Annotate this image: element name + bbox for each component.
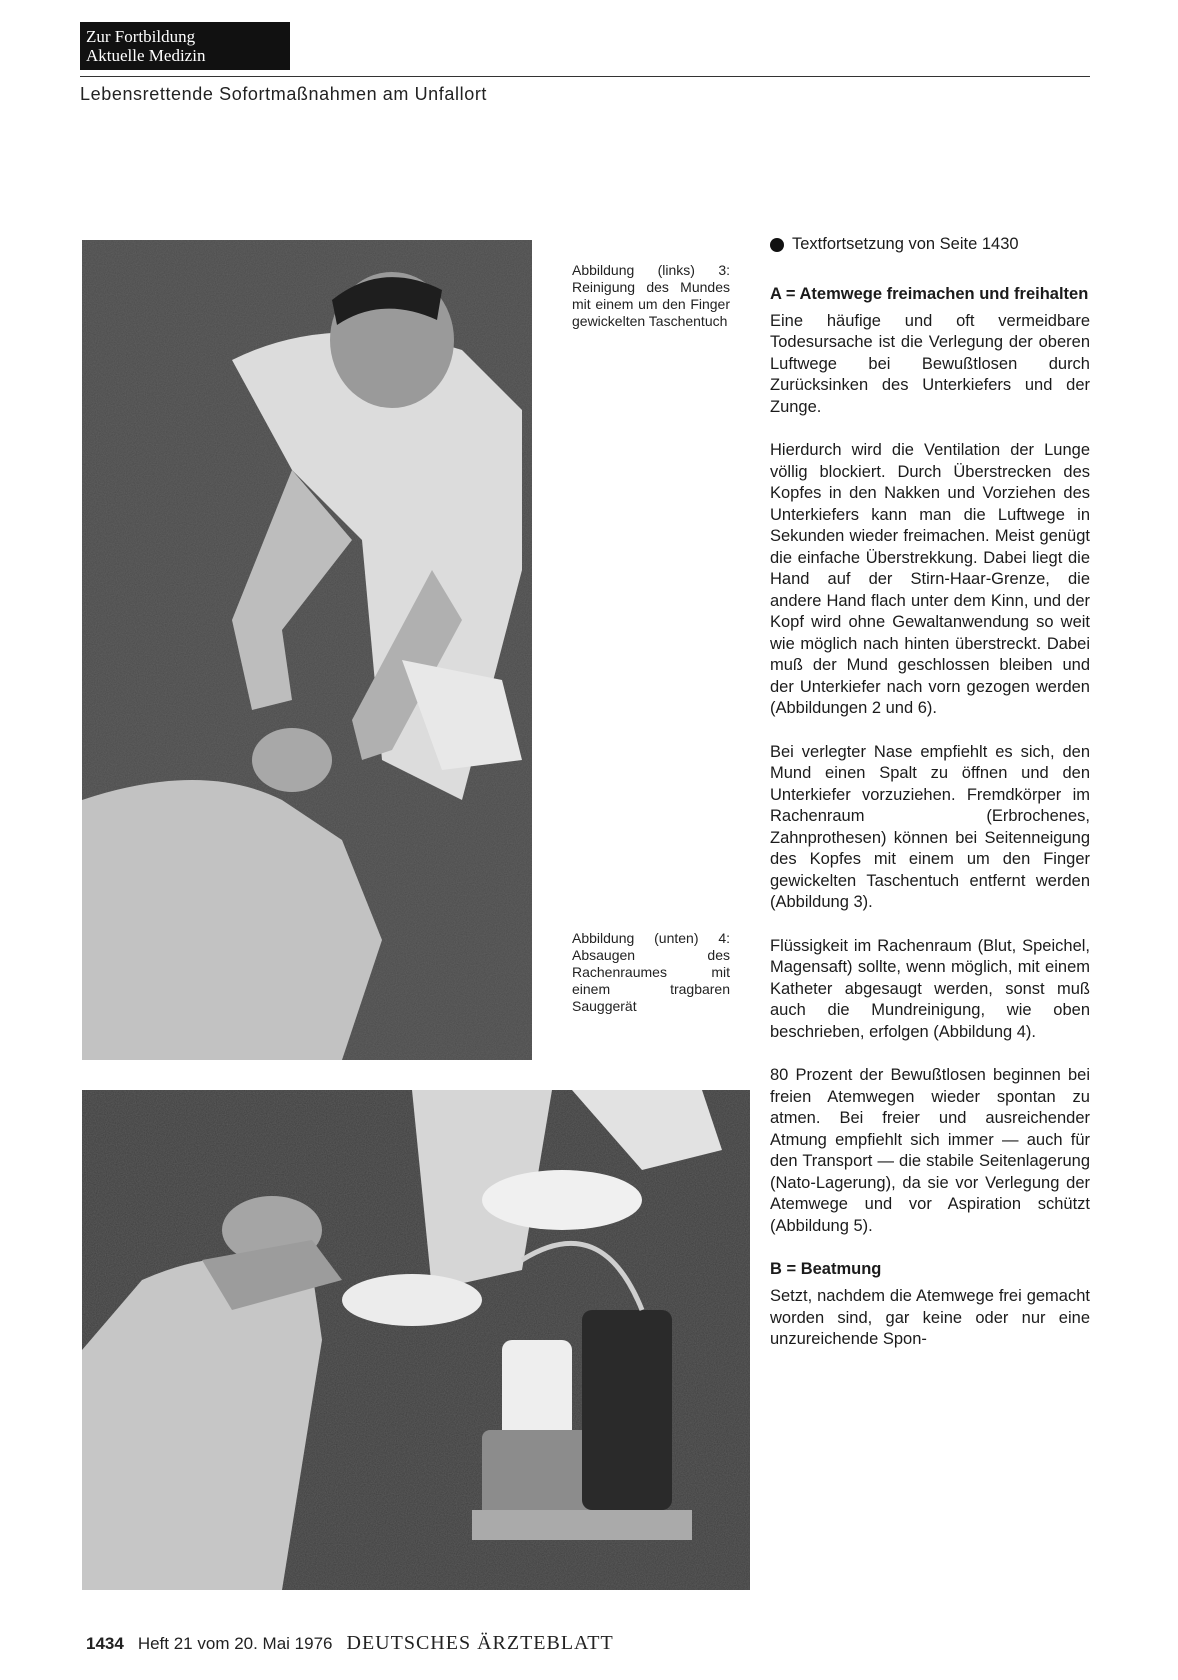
page-footer	[86, 1632, 614, 1655]
page-number: 1434	[86, 1634, 124, 1653]
figure-3-caption: Abbildung (links) 3: Reinigung des Mundes mit einem um den Finger gewickelten Taschentuch	[572, 262, 730, 329]
header-rule	[80, 76, 1090, 77]
paragraph-2: Hierdurch wird die Ventilation der Lunge völlig blockiert. Durch Überstrecken des Kopfes in den Nakken und Vorziehen des Unterkiefers kann man die Luftwege in Sekunden wieder freimachen. Meist genügt die einfache Überstrekkung. Dabei liegt die Hand auf der Stirn-Haar-Grenze, die andere Hand flach unter dem Kinn, und der Kopf wird ohne Gewaltanwendung so weit wie möglich nach hinten überstreckt. Dabei muß der Mund geschlossen bleiben und der Unterkiefer nach vorn gezogen werden (Abbildungen 2 und 6).	[770, 441, 1090, 717]
continuation-note	[770, 234, 1090, 256]
article-column	[770, 234, 1090, 1373]
paragraph-5: 80 Prozent der Bewußtlosen beginnen bei freien Atemwegen wieder spontan zu atmen. Bei freier und ausreichender Atmung empfiehlt sich immer — auch für den Transport — die stabile Seitenlagerung (Nato-Lagerung), da sie vor Verlegung der Atemwege und vor Aspiration schützt (Abbildung 5).	[770, 1066, 1090, 1235]
issue-info: Heft 21 vom 20. Mai 1976	[137, 1634, 333, 1653]
paragraph-3: Bei verlegter Nase empfiehlt es sich, den Mund einen Spalt zu öffnen und den Unterkiefer vorzuziehen. Fremdkörper im Rachenraum (Erbrochenes, Zahnprothesen) können bei Seitenneigung des Kopfes mit einem um den Finger gewickelten Taschentuch entfernt werden (Abbildung 3).	[770, 742, 1090, 911]
magazine-name: DEUTSCHES ÄRZTEBLATT	[346, 1632, 614, 1654]
continuation-text: Textfortsetzung von Seite 1430	[792, 235, 1019, 253]
section-title: Lebensrettende Sofortmaßnahmen am Unfallort	[80, 84, 488, 104]
rubric-line-1: Zur Fortbildung	[86, 27, 196, 46]
bullet-dot-icon	[770, 238, 784, 252]
figure-3-photo	[82, 240, 532, 1060]
paragraph-1: Eine häufige und oft vermeidbare Todesursache ist die Verlegung der oberen Luftwege bei Bewußtlosen durch Zurücksinken des Unterkiefers und der Zunge.	[770, 311, 1090, 416]
figure-4-caption: Abbildung (unten) 4: Absaugen des Rachenraumes mit einem tragbaren Sauggerät	[572, 930, 730, 1014]
rubric-line-2: Aktuelle Medizin	[86, 46, 206, 65]
heading-b: B = Beatmung	[770, 1260, 882, 1278]
paragraph-6: Setzt, nachdem die Atemwege frei gemacht worden sind, gar keine oder nur eine unzureichende Spon-	[770, 1287, 1090, 1348]
paragraph-4: Flüssigkeit im Rachenraum (Blut, Speichel, Magensaft) sollte, wenn möglich, mit einem Katheter abgesaugt werden, sonst muß auch die Mundreinigung, wie oben beschrieben, erfolgen (Abbildung 4).	[770, 936, 1090, 1041]
rubric-label	[80, 22, 290, 70]
heading-a: A = Atemwege freimachen und freihalten	[770, 284, 1089, 303]
figure-4-photo	[82, 1090, 750, 1590]
